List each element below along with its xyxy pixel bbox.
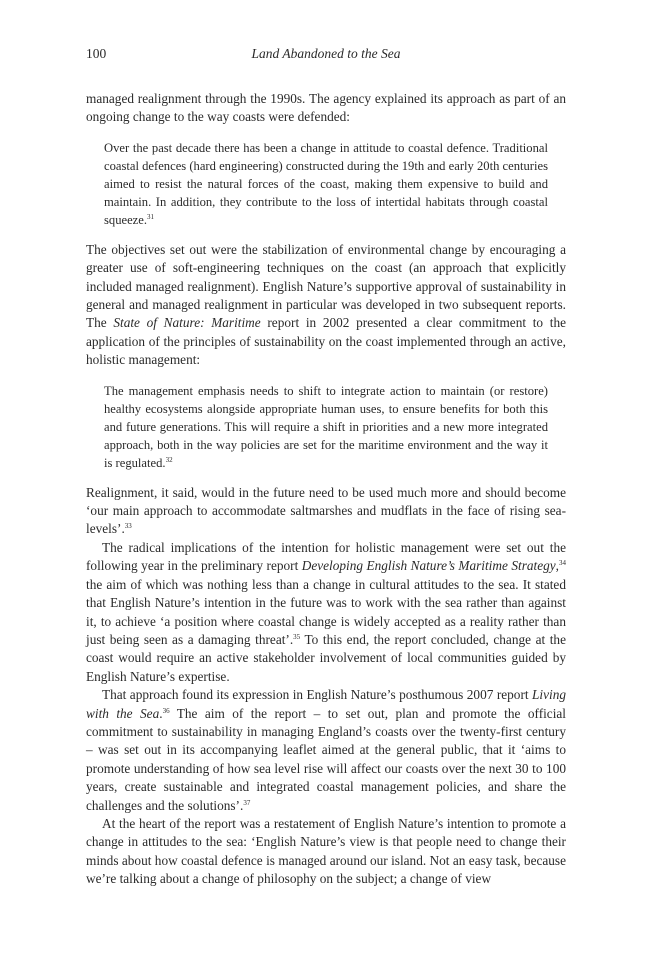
body-text xyxy=(86,90,566,889)
paragraph: That approach found its expression in English Nature’s posthumous 2007 report Living with the Sea.$^{36}$ The aim of the report – to set out, plan and promote the official commitment to sustainability in managing England’s coasts over the twenty-first century – was set out in its accompanying leaflet aimed at the general public, that it ‘aims to promote understanding of how sea level rise will affect our coasts over the next 30 to 100 years, create sustainable and integrated coastal management policies, and share the challenges and the solutions’.$^{37}$ xyxy=(86,687,567,813)
footnote-ref: 35 xyxy=(293,632,301,641)
footnote-ref: 33 xyxy=(124,522,132,531)
paragraph: At the heart of the report was a restatement of English Nature’s intention to promote a change in attitudes to the sea: ‘English Nature’s view is that people need to change their minds about how coastal defence is managed around our island. Not an easy task, because we’re talking about a change of philosophy on the subject; a change of view xyxy=(86,815,566,887)
footnote-ref: 37 xyxy=(243,798,251,807)
paragraph: Realignment, it said, would in the future need to be used much more and should become ‘our main approach to accommodate saltmarshes and mudflats in the face of rising sea-levels’.$^{33}$ xyxy=(86,484,566,537)
book-title: Land Abandoned to the Sea xyxy=(251,46,401,61)
block-quote: The management emphasis needs to shift to integrate action to maintain (or restore) healthy ecosystems alongside appropriate human uses, to ensure benefits for both this and future generations. This will require a shift in priorities and a new more integrated approach, both in the way policies are set for the maritime environment and the way it is regulated.$^{32}$ xyxy=(104,383,548,470)
block-quote: Over the past decade there has been a change in attitude to coastal defence. Traditional coastal defences (hard engineering) constructed during the 19th and early 20th centuries aimed to resist the natural forces of the coast, making them expensive to build and maintain. In addition, they contribute to the loss of intertidal habitats through coastal squeeze.$^{31}$ xyxy=(104,140,548,227)
paragraph: managed realignment through the 1990s. The agency explained its approach as part of an ongoing change to the way coasts were defended: xyxy=(86,91,566,125)
footnote-ref: 31 xyxy=(147,212,155,221)
paragraph: The objectives set out were the stabilization of environmental change by encouraging a greater use of soft-engineering techniques on the coast (an approach that explicitly included managed realignment). English Nature’s supportive approval of sustainability in general and managed realignment in particular was developed in two subsequent reports. The State of Nature: Maritime report in 2002 presented a clear commitment to the application of the principles of sustainability on the coast implemented through an active, holistic management: xyxy=(86,241,566,368)
report-title: State of Nature: Maritime xyxy=(113,315,261,331)
footnote-ref: 32 xyxy=(165,455,173,464)
running-head xyxy=(86,46,566,64)
footnote-ref: 36 xyxy=(162,706,170,715)
report-title: Living with the Sea xyxy=(86,687,566,721)
report-title: Developing English Nature’s Maritime Strategy xyxy=(301,558,556,574)
footnote-ref: 34 xyxy=(559,559,566,568)
page-number: 100 xyxy=(86,46,107,61)
paragraph: The radical implications of the intention for holistic management were set out the following year in the preliminary report Developing English Nature’s Maritime Strategy,$^{34}$ the aim of which was nothing less than a change in cultural attitudes to the sea. It stated that English Nature’s intention in the future was to work with the sea rather than against it, to achieve ‘a position where coastal change is widely accepted as a reality rather than just being seen as a damaging threat’.$^{35}$ To this end, the report concluded, change at the coast would require an active stakeholder involvement of local communities guided by English Nature’s expertise. xyxy=(86,539,566,684)
